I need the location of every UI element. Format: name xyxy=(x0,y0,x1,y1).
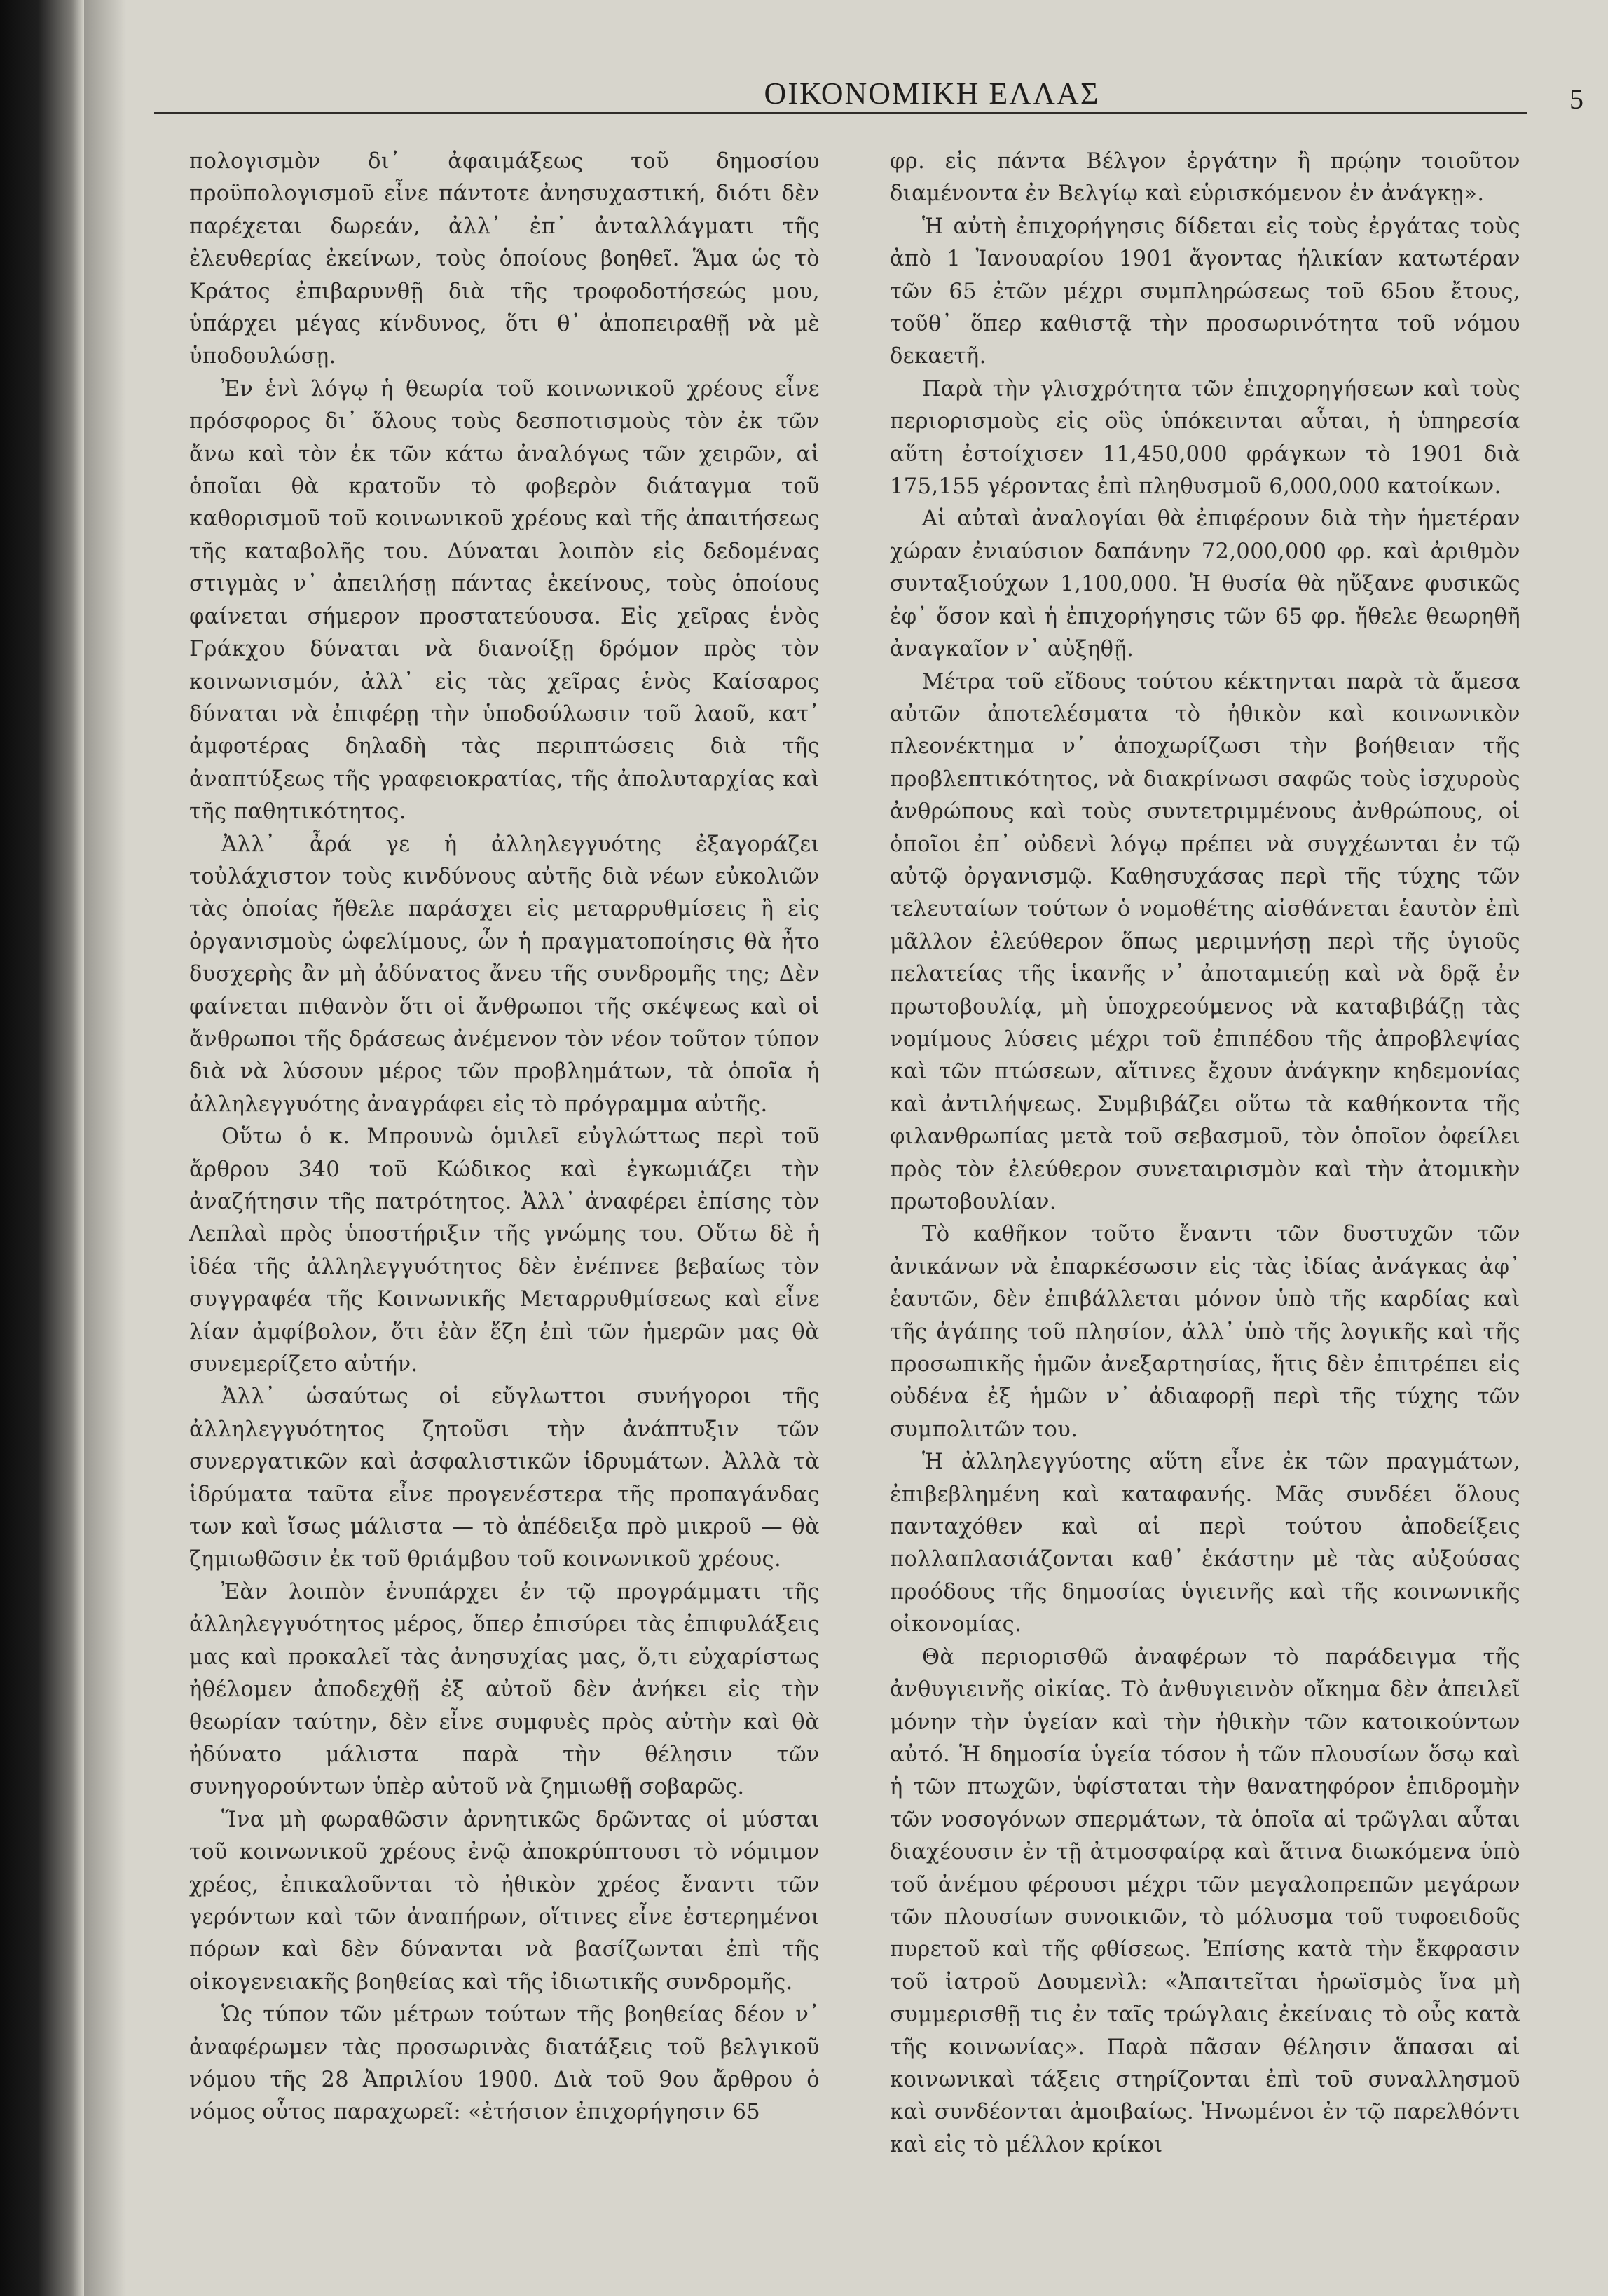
left-column xyxy=(189,146,820,2255)
paragraph: Ἀλλ᾽ ἆρά γε ἡ ἀλληλεγγυότης ἐξαγοράζει τοὐλάχιστον τοὺς κινδύνους αὐτῆς διὰ νέων εὐκολιῶν τὰς ὁποίας ἤθελε παράσχει εἰς μεταρρυθμίσεις ἢ εἰς ὀργανισμοὺς ὠφελίμους, ὧν ἡ πραγματοποίησις θὰ ἦτο δυσχερὴς ἂν μὴ ἀδύνατος ἄνευ τῆς συνδρομῆς της; Δὲν φαίνεται πιθανὸν ὅτι οἱ ἄνθρωποι τῆς σκέψεως καὶ οἱ ἄνθρωποι τῆς δράσεως ἀνέμενον τὸν νέον τοῦτον τύπον διὰ νὰ λύσουν μέρος τῶν προβλημάτων, τὰ ὁποῖα ἡ ἀλληλεγγυότης ἀναγράφει εἰς τὸ πρόγραμμα αὐτῆς. xyxy=(189,832,820,1117)
paragraph: Ἵνα μὴ φωραθῶσιν ἀρνητικῶς δρῶντας οἱ μύσται τοῦ κοινωνικοῦ χρέους ἐνῷ ἀποκρύπτουσι τὸ νόμιμον χρέος, ἐπικαλοῦνται τὸ ἠθικὸν χρέος ἔναντι τῶν γερόντων καὶ τῶν ἀναπήρων, οἵτινες εἶνε ἐστερημένοι πόρων καὶ δὲν δύνανται νὰ βασίζωνται ἐπὶ τῆς οἰκογενειακῆς βοηθείας καὶ τῆς ἰδιωτικῆς συνδρομῆς. xyxy=(189,1807,820,1995)
scan-binding-edge xyxy=(0,0,84,2296)
paragraph: Ἀλλ᾽ ὡσαύτως οἱ εὔγλωττοι συνήγοροι τῆς ἀλληλεγγυότητος ζητοῦσι τὴν ἀνάπτυξιν τῶν συνεργατικῶν καὶ ἀσφαλιστικῶν ἱδρυμάτων. Ἀλλὰ τὰ ἱδρύματα ταῦτα εἶνε προγενέστερα τῆς προπαγάνδας των καὶ ἴσως μάλιστα — τὸ ἀπέδειξα πρὸ μικροῦ — θὰ ζημιωθῶσιν ἐκ τοῦ θριάμβου τοῦ κοινωνικοῦ χρέους. xyxy=(189,1384,820,1572)
paragraph: Παρὰ τὴν γλισχρότητα τῶν ἐπιχορηγήσεων καὶ τοὺς περιορισμοὺς εἰς οὓς ὑπόκεινται αὗται, ἡ ὑπηρεσία αὕτη ἐστοίχισεν 11,450,000 φράγκων τὸ 1901 διὰ 175,155 γέροντας ἐπὶ πληθυσμοῦ 6,000,000 κατοίκων. xyxy=(890,376,1520,500)
paragraph: φρ. εἰς πάντα Βέλγον ἐργάτην ἢ πρῴην τοιοῦτον διαμένοντα ἐν Βελγίῳ καὶ εὑρισκόμενον ἐν ἀνάγκῃ». xyxy=(890,149,1520,207)
running-header xyxy=(84,76,1583,132)
paragraph: Ἐὰν λοιπὸν ἐνυπάρχει ἐν τῷ προγράμματι τῆς ἀλληλεγγυότητος μέρος, ὅπερ ἐπισύρει τὰς ἐπιφυλάξεις μας καὶ προκαλεῖ τὰς ἀνησυχίας μας, ὅ,τι εὐχαρίστως ἠθέλομεν ἀποδεχθῇ ἐξ αὐτοῦ δὲν ἀνήκει εἰς τὴν θεωρίαν ταύτην, δὲν εἶνε συμφυὲς πρὸς αὐτὴν καὶ θὰ ἠδύνατο μάλιστα παρὰ τὴν θέλησιν τῶν συνηγορούντων ὑπὲρ αὐτοῦ νὰ ζημιωθῇ σοβαρῶς. xyxy=(189,1579,820,1800)
running-title: ΟΙΚΟΝΟΜΙΚΗ ΕΛΛΑΣ xyxy=(764,76,1100,111)
spine-shadow xyxy=(84,0,126,2296)
header-rule xyxy=(154,112,1527,114)
paragraph: Οὕτω ὁ κ. Μπρουνὼ ὁμιλεῖ εὐγλώττως περὶ τοῦ ἄρθρου 340 τοῦ Κώδικος καὶ ἐγκωμιάζει τὴν ἀναζήτησιν τῆς πατρότητος. Ἀλλ᾽ ἀναφέρει ἐπίσης τὸν Λεπλαὶ πρὸς ὑποστήριξιν τῆς γνώμης του. Οὕτω δὲ ἡ ἰδέα τῆς ἀλληλεγγυότητος δὲν ἐνέπνεε βεβαίως τὸν συγγραφέα τῆς Κοινωνικῆς Μεταρρυθμίσεως καὶ εἶνε λίαν ἀμφίβολον, ὅτι ἐὰν ἔζη ἐπὶ τῶν ἡμερῶν μας θὰ συνεμερίζετο αὐτήν. xyxy=(189,1125,820,1377)
paragraph: Ἡ αὐτὴ ἐπιχορήγησις δίδεται εἰς τοὺς ἐργάτας τοὺς ἀπὸ 1 Ἰανουαρίου 1901 ἄγοντας ἡλικίαν κατωτέραν τῶν 65 ἐτῶν μέχρι συμπληρώσεως τοῦ 65ου ἔτους, τοῦθ᾽ ὅπερ καθιστᾷ τὴν προσωρινότητα τοῦ νόμου δεκαετῆ. xyxy=(890,214,1520,369)
right-column xyxy=(890,146,1520,2255)
paragraph: Αἱ αὐταὶ ἀναλογίαι θὰ ἐπιφέρουν διὰ τὴν ἡμετέραν χώραν ἐνιαύσιον δαπάνην 72,000,000 φρ. καὶ ἀριθμὸν συνταξιούχων 1,100,000. Ἡ θυσία θὰ ηὔξανε φυσικῶς ἐφ᾽ ὅσον καὶ ἡ ἐπιχορήγησις τῶν 65 φρ. ἤθελε θεωρηθῆ ἀναγκαῖον ν᾽ αὐξηθῇ. xyxy=(890,507,1520,662)
paragraph: Τὸ καθῆκον τοῦτο ἔναντι τῶν δυστυχῶν τῶν ἀνικάνων νὰ ἐπαρκέσωσιν εἰς τὰς ἰδίας ἀνάγκας ἀφ᾽ ἑαυτῶν, δὲν ἐπιβάλλεται μόνον ὑπὸ τῆς καρδίας καὶ τῆς ἀγάπης τοῦ πλησίον, ἀλλ᾽ ὑπὸ τῆς λογικῆς καὶ τῆς προσωπικῆς ἡμῶν ἀνεξαρτησίας, ἥτις δὲν ἐπιτρέπει εἰς οὐδένα ἐξ ἡμῶν ν᾽ ἀδιαφορῇ περὶ τῆς τύχης τῶν συμπολιτῶν του. xyxy=(890,1222,1520,1442)
paragraph: πολογισμὸν δι᾽ ἀφαιμάξεως τοῦ δημοσίου προϋπολογισμοῦ εἶνε πάντοτε ἀνησυχαστική, διότι δὲν παρέχεται δωρεάν, ἀλλ᾽ ἐπ᾽ ἀνταλλάγματι τῆς ἐλευθερίας ἐκείνων, τοὺς ὁποίους βοηθεῖ. Ἅμα ὡς τὸ Κράτος ἐπιβαρυνθῇ διὰ τῆς τροφοδοτήσεώς μου, ὑπάρχει μέγας κίνδυνος, ὅτι θ᾽ ἀποπειραθῇ νὰ μὲ ὑποδουλώσῃ. xyxy=(189,149,820,369)
paragraph: Ἐν ἑνὶ λόγῳ ἡ θεωρία τοῦ κοινωνικοῦ χρέους εἶνε πρόσφορος δι᾽ ὅλους τοὺς δεσποτισμοὺς τὸν ἐκ τῶν ἄνω καὶ τὸν ἐκ τῶν κάτω ἀναλόγως τῶν χειρῶν, αἱ ὁποῖαι θὰ κρατοῦν τὸ φοβερὸν διάταγμα τοῦ καθορισμοῦ τοῦ κοινωνικοῦ χρέους καὶ τῆς ἀπαιτήσεως τῆς καταβολῆς του. Δύναται λοιπὸν εἰς δεδομένας στιγμὰς ν᾽ ἀπειλήσῃ πάντας ἐκείνους, τοὺς ὁποίους φαίνεται σήμερον προστατεύουσα. Εἰς χεῖρας ἑνὸς Γράκχου δύναται νὰ διανοίξῃ δρόμον πρὸς τὸν κοινωνισμόν, ἀλλ᾽ εἰς τὰς χεῖρας ἑνὸς Καίσαρος δύναται νὰ ἐπιφέρῃ τὴν ὑποδούλωσιν τοῦ λαοῦ, κατ᾽ ἀμφοτέρας δηλαδὴ τὰς περιπτώσεις διὰ τῆς ἀναπτύξεως τῆς γραφειοκρατίας, τῆς ἀπολυταρχίας καὶ τῆς παθητικότητος. xyxy=(189,376,820,825)
paragraph: Ὡς τύπον τῶν μέτρων τούτων τῆς βοηθείας δέον ν᾽ ἀναφέρωμεν τὰς προσωρινὰς διατάξεις τοῦ βελγικοῦ νόμου τῆς 28 Ἀπριλίου 1900. Διὰ τοῦ 9ου ἄρθρου ὁ νόμος οὗτος παραχωρεῖ: «ἐτήσιον ἐπιχορήγησιν 65 xyxy=(189,2002,820,2125)
paragraph: Θὰ περιορισθῶ ἀναφέρων τὸ παράδειγμα τῆς ἀνθυγιεινῆς οἰκίας. Τὸ ἀνθυγιεινὸν οἴκημα δὲν ἀπειλεῖ μόνην τὴν ὑγείαν καὶ τὴν ἠθικὴν τῶν κατοικούντων αὐτό. Ἡ δημοσία ὑγεία τόσον ἡ τῶν πλουσίων ὅσῳ καὶ ἡ τῶν πτωχῶν, ὑφίσταται τὴν θανατηφόρον ἐπιδρομὴν τῶν νοσογόνων σπερμάτων, τὰ ὁποῖα αἱ τρῶγλαι αὗται διαχέουσιν ἐν τῇ ἀτμοσφαίρᾳ καὶ ἅτινα διωκόμενα ὑπὸ τοῦ ἀνέμου φέρουσι μέχρι τῶν μεγαλοπρεπῶν μεγάρων τῶν πλουσίων συνοικιῶν, τὸ μόλυσμα τοῦ τυφοειδοῦς πυρετοῦ καὶ τῆς φθίσεως. Ἐπίσης κατὰ τὴν ἔκφρασιν τοῦ ἰατροῦ Δουμενὶλ: «Ἀπαιτεῖται ἡρωϊσμὸς ἵνα μὴ συμμερισθῇ τις ἐν ταῖς τρώγλαις ἐκείναις τὸ οὖς κατὰ τῆς κοινωνίας». Παρὰ πᾶσαν θέλησιν ἅπασαι αἱ κοινωνικαὶ τάξεις στηρίζονται ἐπὶ τοῦ συναλλησμοῦ καὶ συνδέονται ἀμοιβαίως. Ἡνωμένοι ἐν τῷ παρελθόντι καὶ εἰς τὸ μέλλον κρίκοι xyxy=(890,1644,1520,2157)
paragraph: Μέτρα τοῦ εἴδους τούτου κέκτηνται παρὰ τὰ ἄμεσα αὐτῶν ἀποτελέσματα τὸ ἠθικὸν καὶ κοινωνικὸν πλεονέκτημα ν᾽ ἀποχωρίζωσι τὴν βοήθειαν τῆς προβλεπτικότητος, νὰ διακρίνωσι σαφῶς τοὺς ἰσχυροὺς ἀνθρώπους καὶ τοὺς συντετριμμένους ἀνθρώπους, οἱ ὁποῖοι ἐπ᾽ οὐδενὶ λόγῳ πρέπει νὰ συγχέωνται ἐν τῷ αὐτῷ ὀργανισμῷ. Καθησυχάσας περὶ τῆς τύχης τῶν τελευταίων τούτων ὁ νομοθέτης αἰσθάνεται ἑαυτὸν ἐπὶ μᾶλλον ἐλεύθερον ὅπως μεριμνήσῃ περὶ τῆς ὑγιοῦς πελατείας τῆς ἱκανῆς ν᾽ ἀποταμιεύῃ καὶ νὰ δρᾷ ἐν πρωτοβουλίᾳ, μὴ ὑποχρεούμενος νὰ καταβιβάζῃ τὰς νομίμους λύσεις μέχρι τοῦ ἐπιπέδου τῆς ἀπροβλεψίας καὶ τῶν πτώσεων, αἵτινες ἔχουν ἀνάγκην κηδεμονίας καὶ ἀντιλήψεως. Συμβιβάζει οὕτω τὰ καθήκοντα τῆς φιλανθρωπίας μετὰ τοῦ σεβασμοῦ, τὸν ὁποῖον ὀφείλει πρὸς τὸν ἐλεύθερον συνεταιρισμὸν καὶ τὴν ἀτομικὴν πρωτοβουλίαν. xyxy=(890,669,1520,1214)
page-number: 5 xyxy=(1569,83,1583,115)
paragraph: Ἡ ἀλληλεγγύοτης αὕτη εἶνε ἐκ τῶν πραγμάτων, ἐπιβεβλημένη καὶ καταφανής. Μᾶς συνδέει ὅλους πανταχόθεν καὶ αἱ περὶ τούτου ἀποδείξεις πολλαπλασιάζονται καθ᾽ ἑκάστην μὲ τὰς αὐξούσας προόδους τῆς δημοσίας ὑγιεινῆς καὶ τῆς κοινωνικῆς οἰκονομίας. xyxy=(890,1450,1520,1637)
